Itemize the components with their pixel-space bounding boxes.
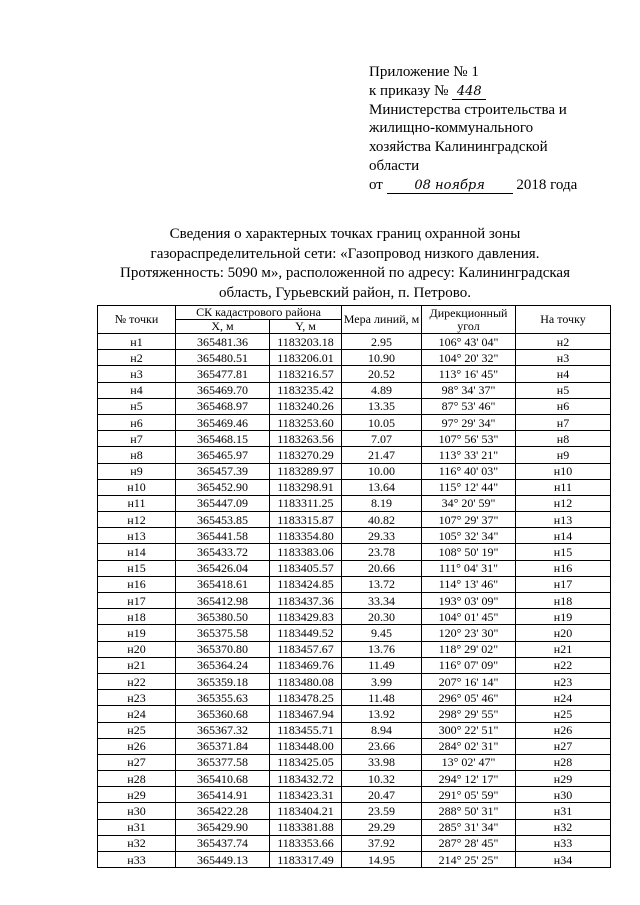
table-row xyxy=(98,495,611,511)
cell-angle: 285° 31' 34" xyxy=(422,819,516,835)
table-row xyxy=(98,431,611,447)
order-number: 448 xyxy=(452,85,486,100)
cell-y: 1183354.80 xyxy=(270,528,342,544)
cell-y: 1183405.57 xyxy=(270,560,342,576)
cell-angle: 115° 12' 44" xyxy=(422,479,516,495)
table-row xyxy=(98,787,611,803)
cell-point: н31 xyxy=(98,819,176,835)
cell-to-point: н28 xyxy=(516,754,611,770)
cell-point: н20 xyxy=(98,641,176,657)
cell-point: н17 xyxy=(98,593,176,609)
cell-point: н25 xyxy=(98,722,176,738)
cell-to-point: н2 xyxy=(516,334,611,350)
cell-y: 1183203.18 xyxy=(270,334,342,350)
cell-angle: 284° 02' 31" xyxy=(422,738,516,754)
cell-to-point: н13 xyxy=(516,512,611,528)
cell-x: 365465.97 xyxy=(176,447,270,463)
cell-y: 1183432.72 xyxy=(270,771,342,787)
cell-y: 1183263.56 xyxy=(270,431,342,447)
cell-angle: 291° 05' 59" xyxy=(422,787,516,803)
cell-to-point: н21 xyxy=(516,641,611,657)
cell-to-point: н5 xyxy=(516,382,611,398)
cell-point: н19 xyxy=(98,625,176,641)
cell-measure: 4.89 xyxy=(342,382,422,398)
cell-x: 365426.04 xyxy=(176,560,270,576)
table-row xyxy=(98,835,611,851)
cell-x: 365429.90 xyxy=(176,819,270,835)
cell-y: 1183253.60 xyxy=(270,414,342,430)
cell-to-point: н16 xyxy=(516,560,611,576)
cell-angle: 296° 05' 46" xyxy=(422,690,516,706)
appendix-title: Приложение № 1 xyxy=(369,64,479,80)
header-to-point: На точку xyxy=(516,306,611,334)
title-line-3: Протяженность: 5090 м», расположенной по адресу: Калининградская xyxy=(120,265,570,281)
cell-y: 1183457.67 xyxy=(270,641,342,657)
cell-x: 365477.81 xyxy=(176,366,270,382)
cell-y: 1183455.71 xyxy=(270,722,342,738)
cell-x: 365375.58 xyxy=(176,625,270,641)
cell-x: 365437.74 xyxy=(176,835,270,851)
cell-y: 1183449.52 xyxy=(270,625,342,641)
cell-y: 1183448.00 xyxy=(270,738,342,754)
header-coordinate-system: СК кадастрового района xyxy=(176,306,342,320)
cell-angle: 97° 29' 34" xyxy=(422,414,516,430)
cell-y: 1183311.25 xyxy=(270,495,342,511)
cell-x: 365359.18 xyxy=(176,673,270,689)
cell-x: 365371.84 xyxy=(176,738,270,754)
cell-y: 1183235.42 xyxy=(270,382,342,398)
cell-measure: 11.48 xyxy=(342,690,422,706)
cell-angle: 298° 29' 55" xyxy=(422,706,516,722)
title-line-1: Сведения о характерных точках границ охранной зоны xyxy=(169,226,521,242)
cell-y: 1183353.66 xyxy=(270,835,342,851)
cell-point: н33 xyxy=(98,852,176,868)
ministry-line-3: хозяйства Калининградской xyxy=(369,139,548,156)
cell-x: 365469.70 xyxy=(176,382,270,398)
table-row xyxy=(98,528,611,544)
cell-point: н6 xyxy=(98,414,176,430)
cell-to-point: н27 xyxy=(516,738,611,754)
cell-y: 1183429.83 xyxy=(270,609,342,625)
cell-x: 365481.36 xyxy=(176,334,270,350)
cell-measure: 10.05 xyxy=(342,414,422,430)
cell-measure: 7.07 xyxy=(342,431,422,447)
cell-angle: 113° 16' 45" xyxy=(422,366,516,382)
cell-y: 1183437.36 xyxy=(270,593,342,609)
cell-point: н27 xyxy=(98,754,176,770)
table-row xyxy=(98,673,611,689)
cell-angle: 294° 12' 17" xyxy=(422,771,516,787)
table-row xyxy=(98,447,611,463)
date-day-month: 08 ноября xyxy=(387,179,513,194)
cell-x: 365377.58 xyxy=(176,754,270,770)
cell-y: 1183404.21 xyxy=(270,803,342,819)
cell-measure: 20.66 xyxy=(342,560,422,576)
cell-point: н18 xyxy=(98,609,176,625)
cell-measure: 13.35 xyxy=(342,398,422,414)
cell-measure: 13.76 xyxy=(342,641,422,657)
cell-to-point: н6 xyxy=(516,398,611,414)
table-row xyxy=(98,382,611,398)
table-body xyxy=(98,334,611,868)
cell-point: н29 xyxy=(98,787,176,803)
title-line-2: газораспределительной сети: «Газопровод низкого давления. xyxy=(150,245,540,262)
cell-angle: 114° 13' 46" xyxy=(422,576,516,592)
ministry-line-4: области xyxy=(369,157,420,174)
cell-angle: 34° 20' 59" xyxy=(422,495,516,511)
table-row xyxy=(98,641,611,657)
table-row xyxy=(98,350,611,366)
cell-angle: 105° 32' 34" xyxy=(422,528,516,544)
table-row xyxy=(98,754,611,770)
cell-x: 365410.68 xyxy=(176,771,270,787)
cell-measure: 3.99 xyxy=(342,673,422,689)
cell-to-point: н31 xyxy=(516,803,611,819)
cell-x: 365468.15 xyxy=(176,431,270,447)
order-prefix: к приказу № xyxy=(369,82,449,99)
cell-y: 1183270.29 xyxy=(270,447,342,463)
cell-angle: 104° 01' 45" xyxy=(422,609,516,625)
cell-x: 365355.63 xyxy=(176,690,270,706)
cell-point: н21 xyxy=(98,657,176,673)
table-row xyxy=(98,706,611,722)
cell-x: 365412.98 xyxy=(176,593,270,609)
cell-y: 1183216.57 xyxy=(270,366,342,382)
cell-y: 1183317.49 xyxy=(270,852,342,868)
cell-measure: 20.52 xyxy=(342,366,422,382)
cell-angle: 98° 34' 37" xyxy=(422,382,516,398)
cell-x: 365457.39 xyxy=(176,463,270,479)
cell-measure: 9.45 xyxy=(342,625,422,641)
cell-angle: 300° 22' 51" xyxy=(422,722,516,738)
cell-to-point: н33 xyxy=(516,835,611,851)
cell-measure: 29.33 xyxy=(342,528,422,544)
cell-point: н1 xyxy=(98,334,176,350)
cell-x: 365364.24 xyxy=(176,657,270,673)
cell-y: 1183383.06 xyxy=(270,544,342,560)
cell-angle: 287° 28' 45" xyxy=(422,835,516,851)
table-row xyxy=(98,366,611,382)
cell-point: н13 xyxy=(98,528,176,544)
table-row xyxy=(98,738,611,754)
cell-point: н9 xyxy=(98,463,176,479)
cell-to-point: н32 xyxy=(516,819,611,835)
cell-measure: 21.47 xyxy=(342,447,422,463)
cell-x: 365449.13 xyxy=(176,852,270,868)
cell-measure: 33.98 xyxy=(342,754,422,770)
cell-measure: 23.59 xyxy=(342,803,422,819)
table-row xyxy=(98,657,611,673)
cell-measure: 13.92 xyxy=(342,706,422,722)
cell-measure: 33.34 xyxy=(342,593,422,609)
cell-x: 365468.97 xyxy=(176,398,270,414)
cell-to-point: н9 xyxy=(516,447,611,463)
cell-angle: 107° 29' 37" xyxy=(422,512,516,528)
cell-to-point: н17 xyxy=(516,576,611,592)
cell-measure: 40.82 xyxy=(342,512,422,528)
cell-x: 365453.85 xyxy=(176,512,270,528)
table-row xyxy=(98,334,611,350)
cell-point: н2 xyxy=(98,350,176,366)
table-row xyxy=(98,414,611,430)
cell-measure: 20.30 xyxy=(342,609,422,625)
cell-point: н24 xyxy=(98,706,176,722)
cell-to-point: н24 xyxy=(516,690,611,706)
cell-point: н10 xyxy=(98,479,176,495)
cell-to-point: н10 xyxy=(516,463,611,479)
cell-to-point: н3 xyxy=(516,350,611,366)
cell-x: 365469.46 xyxy=(176,414,270,430)
cell-measure: 8.19 xyxy=(342,495,422,511)
cell-x: 365452.90 xyxy=(176,479,270,495)
cell-measure: 10.00 xyxy=(342,463,422,479)
cell-measure: 10.32 xyxy=(342,771,422,787)
header-point-number: № точки xyxy=(98,306,176,334)
header-y: Y, м xyxy=(270,320,342,334)
cell-y: 1183425.05 xyxy=(270,754,342,770)
document-title xyxy=(80,225,610,303)
order-date xyxy=(369,176,629,195)
cell-point: н16 xyxy=(98,576,176,592)
cell-to-point: н20 xyxy=(516,625,611,641)
table-row xyxy=(98,771,611,787)
cell-measure: 10.90 xyxy=(342,350,422,366)
cell-measure: 29.29 xyxy=(342,819,422,835)
cell-y: 1183469.76 xyxy=(270,657,342,673)
cell-point: н22 xyxy=(98,673,176,689)
cell-angle: 106° 43' 04" xyxy=(422,334,516,350)
date-prefix: от xyxy=(369,176,383,193)
appendix-block xyxy=(369,63,629,195)
cell-to-point: н23 xyxy=(516,673,611,689)
cell-to-point: н29 xyxy=(516,771,611,787)
cell-to-point: н14 xyxy=(516,528,611,544)
cell-y: 1183478.25 xyxy=(270,690,342,706)
cell-point: н8 xyxy=(98,447,176,463)
cell-angle: 288° 50' 31" xyxy=(422,803,516,819)
header-bearing-angle: Дирекционный угол xyxy=(422,306,516,334)
cell-measure: 11.49 xyxy=(342,657,422,673)
cell-measure: 23.78 xyxy=(342,544,422,560)
table-row xyxy=(98,625,611,641)
cell-to-point: н25 xyxy=(516,706,611,722)
cell-measure: 13.64 xyxy=(342,479,422,495)
cell-point: н3 xyxy=(98,366,176,382)
cell-angle: 108° 50' 19" xyxy=(422,544,516,560)
cell-point: н12 xyxy=(98,512,176,528)
ministry-line-2: жилищно-коммунального xyxy=(369,120,534,137)
cell-measure: 8.94 xyxy=(342,722,422,738)
cell-y: 1183240.26 xyxy=(270,398,342,414)
cell-x: 365360.68 xyxy=(176,706,270,722)
cell-angle: 207° 16' 14" xyxy=(422,673,516,689)
cell-x: 365370.80 xyxy=(176,641,270,657)
order-reference xyxy=(369,82,629,101)
cell-to-point: н15 xyxy=(516,544,611,560)
table-row xyxy=(98,560,611,576)
cell-to-point: н26 xyxy=(516,722,611,738)
table-row xyxy=(98,593,611,609)
cell-y: 1183424.85 xyxy=(270,576,342,592)
table-row xyxy=(98,819,611,835)
cell-to-point: н8 xyxy=(516,431,611,447)
cell-angle: 113° 33' 21" xyxy=(422,447,516,463)
cell-to-point: н30 xyxy=(516,787,611,803)
header-line-measure: Мера линий, м xyxy=(342,306,422,334)
cell-to-point: н4 xyxy=(516,366,611,382)
table-row xyxy=(98,463,611,479)
ministry-line-1: Министерства строительства и xyxy=(369,101,567,118)
cell-x: 365414.91 xyxy=(176,787,270,803)
cell-x: 365433.72 xyxy=(176,544,270,560)
cell-point: н32 xyxy=(98,835,176,851)
cell-point: н15 xyxy=(98,560,176,576)
cell-y: 1183289.97 xyxy=(270,463,342,479)
table-row xyxy=(98,544,611,560)
table-row xyxy=(98,803,611,819)
cell-y: 1183467.94 xyxy=(270,706,342,722)
cell-to-point: н7 xyxy=(516,414,611,430)
table-row xyxy=(98,398,611,414)
cell-point: н11 xyxy=(98,495,176,511)
cell-x: 365367.32 xyxy=(176,722,270,738)
cell-measure: 13.72 xyxy=(342,576,422,592)
cell-angle: 107° 56' 53" xyxy=(422,431,516,447)
cell-to-point: н19 xyxy=(516,609,611,625)
cell-angle: 13° 02' 47" xyxy=(422,754,516,770)
cell-point: н23 xyxy=(98,690,176,706)
cell-point: н7 xyxy=(98,431,176,447)
cell-angle: 118° 29' 02" xyxy=(422,641,516,657)
cell-point: н14 xyxy=(98,544,176,560)
cell-angle: 193° 03' 09" xyxy=(422,593,516,609)
cell-x: 365422.28 xyxy=(176,803,270,819)
cell-measure: 37.92 xyxy=(342,835,422,851)
cell-to-point: н11 xyxy=(516,479,611,495)
cell-measure: 2.95 xyxy=(342,334,422,350)
cell-y: 1183381.88 xyxy=(270,819,342,835)
cell-to-point: н12 xyxy=(516,495,611,511)
cell-point: н4 xyxy=(98,382,176,398)
cell-x: 365380.50 xyxy=(176,609,270,625)
cell-to-point: н34 xyxy=(516,852,611,868)
cell-y: 1183206.01 xyxy=(270,350,342,366)
boundary-points-table xyxy=(97,305,611,868)
cell-angle: 120° 23' 30" xyxy=(422,625,516,641)
cell-angle: 116° 07' 09" xyxy=(422,657,516,673)
cell-measure: 14.95 xyxy=(342,852,422,868)
header-x: X, м xyxy=(176,320,270,334)
cell-point: н26 xyxy=(98,738,176,754)
cell-to-point: н18 xyxy=(516,593,611,609)
cell-x: 365480.51 xyxy=(176,350,270,366)
table-row xyxy=(98,852,611,868)
table-row xyxy=(98,576,611,592)
table-row xyxy=(98,609,611,625)
cell-measure: 23.66 xyxy=(342,738,422,754)
title-line-4: область, Гурьевский район, п. Петрово. xyxy=(219,284,471,301)
cell-angle: 87° 53' 46" xyxy=(422,398,516,414)
cell-x: 365418.61 xyxy=(176,576,270,592)
cell-x: 365447.09 xyxy=(176,495,270,511)
cell-point: н5 xyxy=(98,398,176,414)
cell-point: н30 xyxy=(98,803,176,819)
cell-angle: 104° 20' 32" xyxy=(422,350,516,366)
cell-x: 365441.58 xyxy=(176,528,270,544)
cell-y: 1183423.31 xyxy=(270,787,342,803)
cell-angle: 116° 40' 03" xyxy=(422,463,516,479)
table-row xyxy=(98,690,611,706)
table-row xyxy=(98,479,611,495)
cell-angle: 214° 25' 25" xyxy=(422,852,516,868)
date-year: 2018 года xyxy=(516,176,578,193)
table-row xyxy=(98,722,611,738)
cell-point: н28 xyxy=(98,771,176,787)
cell-y: 1183315.87 xyxy=(270,512,342,528)
cell-angle: 111° 04' 31" xyxy=(422,560,516,576)
cell-measure: 20.47 xyxy=(342,787,422,803)
table-row xyxy=(98,512,611,528)
cell-y: 1183480.08 xyxy=(270,673,342,689)
cell-to-point: н22 xyxy=(516,657,611,673)
cell-y: 1183298.91 xyxy=(270,479,342,495)
